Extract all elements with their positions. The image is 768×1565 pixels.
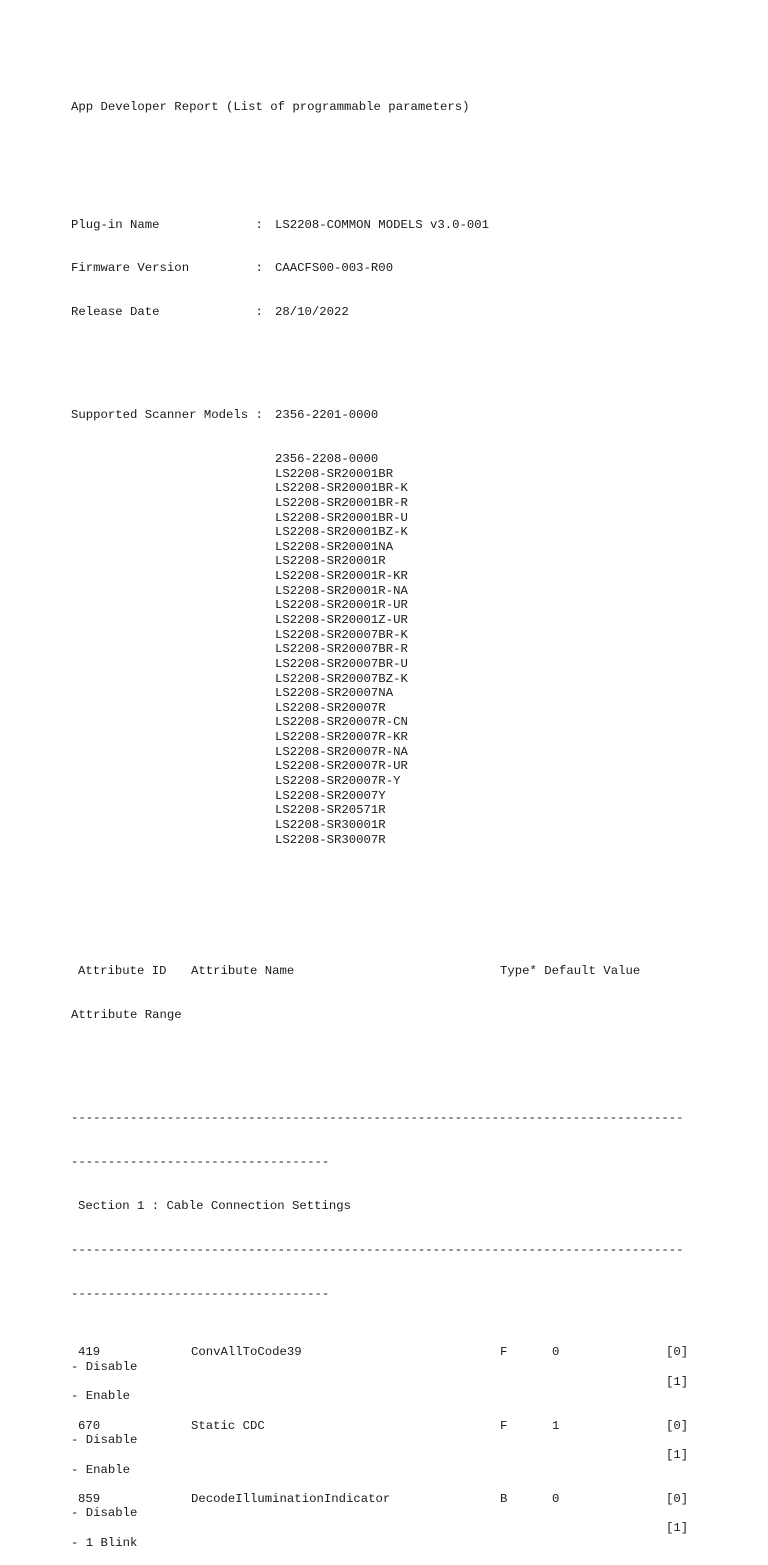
model-item: LS2208-SR20001BR-K: [275, 481, 408, 496]
model-item: LS2208-SR20007BR-K: [275, 627, 408, 642]
header-attr-id: Attribute ID: [78, 964, 167, 979]
model-item: LS2208-SR20007R-NA: [275, 744, 408, 759]
models-label: Supported Scanner Models :: [71, 407, 263, 422]
table-row: [71, 1418, 689, 1492]
range-value: [1]: [666, 1374, 689, 1389]
range-value: [1]: [666, 1447, 689, 1462]
attr-name: Static CDC: [191, 1418, 265, 1433]
firmware-row: [71, 261, 684, 276]
attr-type: F: [500, 1418, 508, 1433]
model-item: LS2208-SR20001BR-R: [275, 495, 408, 510]
firmware-value: CAACFS00-003-R00: [275, 261, 394, 276]
table-header: [71, 964, 684, 979]
model-item: LS2208-SR20001BR: [275, 466, 394, 481]
divider: -----------------------------------: [71, 1286, 330, 1301]
model-item: LS2208-SR20001R: [275, 554, 386, 569]
header-attr-range: Attribute Range: [71, 1008, 182, 1023]
range-label: - Enable: [71, 1389, 131, 1404]
model-item: LS2208-SR30001R: [275, 817, 386, 832]
range-value: [1]: [666, 1521, 689, 1536]
model-item: LS2208-SR20007BZ-K: [275, 671, 408, 686]
range-label: - Disable: [71, 1433, 138, 1448]
range-value: [0]: [666, 1345, 689, 1360]
release-value: 28/10/2022: [275, 305, 349, 320]
model-item: LS2208-SR20001BZ-K: [275, 525, 408, 540]
firmware-label: Firmware Version :: [71, 261, 263, 276]
attribute-table: [71, 1345, 689, 1550]
model-item: LS2208-SR20007R-UR: [275, 759, 408, 774]
attr-default: 0: [552, 1491, 560, 1506]
section-title: Section 1 : Cable Connection Settings: [78, 1198, 352, 1213]
attr-id: 859: [78, 1491, 101, 1506]
range-label: - Enable: [71, 1462, 131, 1477]
model-item: LS2208-SR30007R: [275, 832, 386, 847]
attr-id: 670: [78, 1418, 101, 1433]
model-item: LS2208-SR20001R-UR: [275, 598, 408, 613]
model-item: LS2208-SR20001BR-U: [275, 510, 408, 525]
table-row: [71, 1491, 689, 1551]
attr-type: F: [500, 1345, 508, 1360]
model-item: LS2208-SR20007Y: [275, 788, 386, 803]
plugin-name-row: [71, 218, 684, 233]
model-item: LS2208-SR20001R-KR: [275, 569, 408, 584]
divider: -----------------------------------------------------------------------------------: [71, 1110, 684, 1125]
attr-default: 1: [552, 1418, 560, 1433]
model-item: LS2208-SR20007R-KR: [275, 730, 408, 745]
attr-id: 419: [78, 1345, 101, 1360]
model-item: LS2208-SR20007R: [275, 700, 386, 715]
plugin-name-value: LS2208-COMMON MODELS v3.0-001: [275, 217, 490, 232]
model-item: LS2208-SR20007R-CN: [275, 715, 408, 730]
model-item: LS2208-SR20001Z-UR: [275, 612, 408, 627]
range-value: [0]: [666, 1491, 689, 1506]
model-item: LS2208-SR20007BR-R: [275, 642, 408, 657]
release-label: Release Date :: [71, 305, 263, 320]
report-title: App Developer Report (List of programmable parameters): [71, 100, 470, 115]
header-attr-name: Attribute Name: [191, 964, 295, 979]
model-item: LS2208-SR20001NA: [275, 539, 394, 554]
model-item: 2356-2201-0000: [275, 407, 379, 422]
model-item: LS2208-SR20001R-NA: [275, 583, 408, 598]
range-label: - 1 Blink: [71, 1535, 138, 1550]
models-list: [71, 452, 684, 847]
attr-default: 0: [552, 1345, 560, 1360]
release-row: [71, 305, 684, 320]
range-label: - Disable: [71, 1506, 138, 1521]
models-row: [71, 408, 684, 423]
range-label: - Disable: [71, 1360, 138, 1375]
plugin-name-label: Plug-in Name :: [71, 217, 263, 232]
model-item: LS2208-SR20007BR-U: [275, 656, 408, 671]
model-item: LS2208-SR20571R: [275, 803, 386, 818]
header-type-default: Type* Default Value: [500, 964, 641, 979]
model-item: LS2208-SR20007R-Y: [275, 774, 401, 789]
model-item: 2356-2208-0000: [275, 451, 379, 466]
attr-type: B: [500, 1491, 508, 1506]
attr-name: ConvAllToCode39: [191, 1345, 302, 1360]
attr-name: DecodeIlluminationIndicator: [191, 1491, 391, 1506]
divider: -----------------------------------------------------------------------------------: [71, 1242, 684, 1257]
divider: -----------------------------------: [71, 1154, 330, 1169]
report-page: [71, 71, 689, 1565]
table-row: [71, 1345, 689, 1418]
model-item: LS2208-SR20007NA: [275, 686, 394, 701]
range-value: [0]: [666, 1418, 689, 1433]
